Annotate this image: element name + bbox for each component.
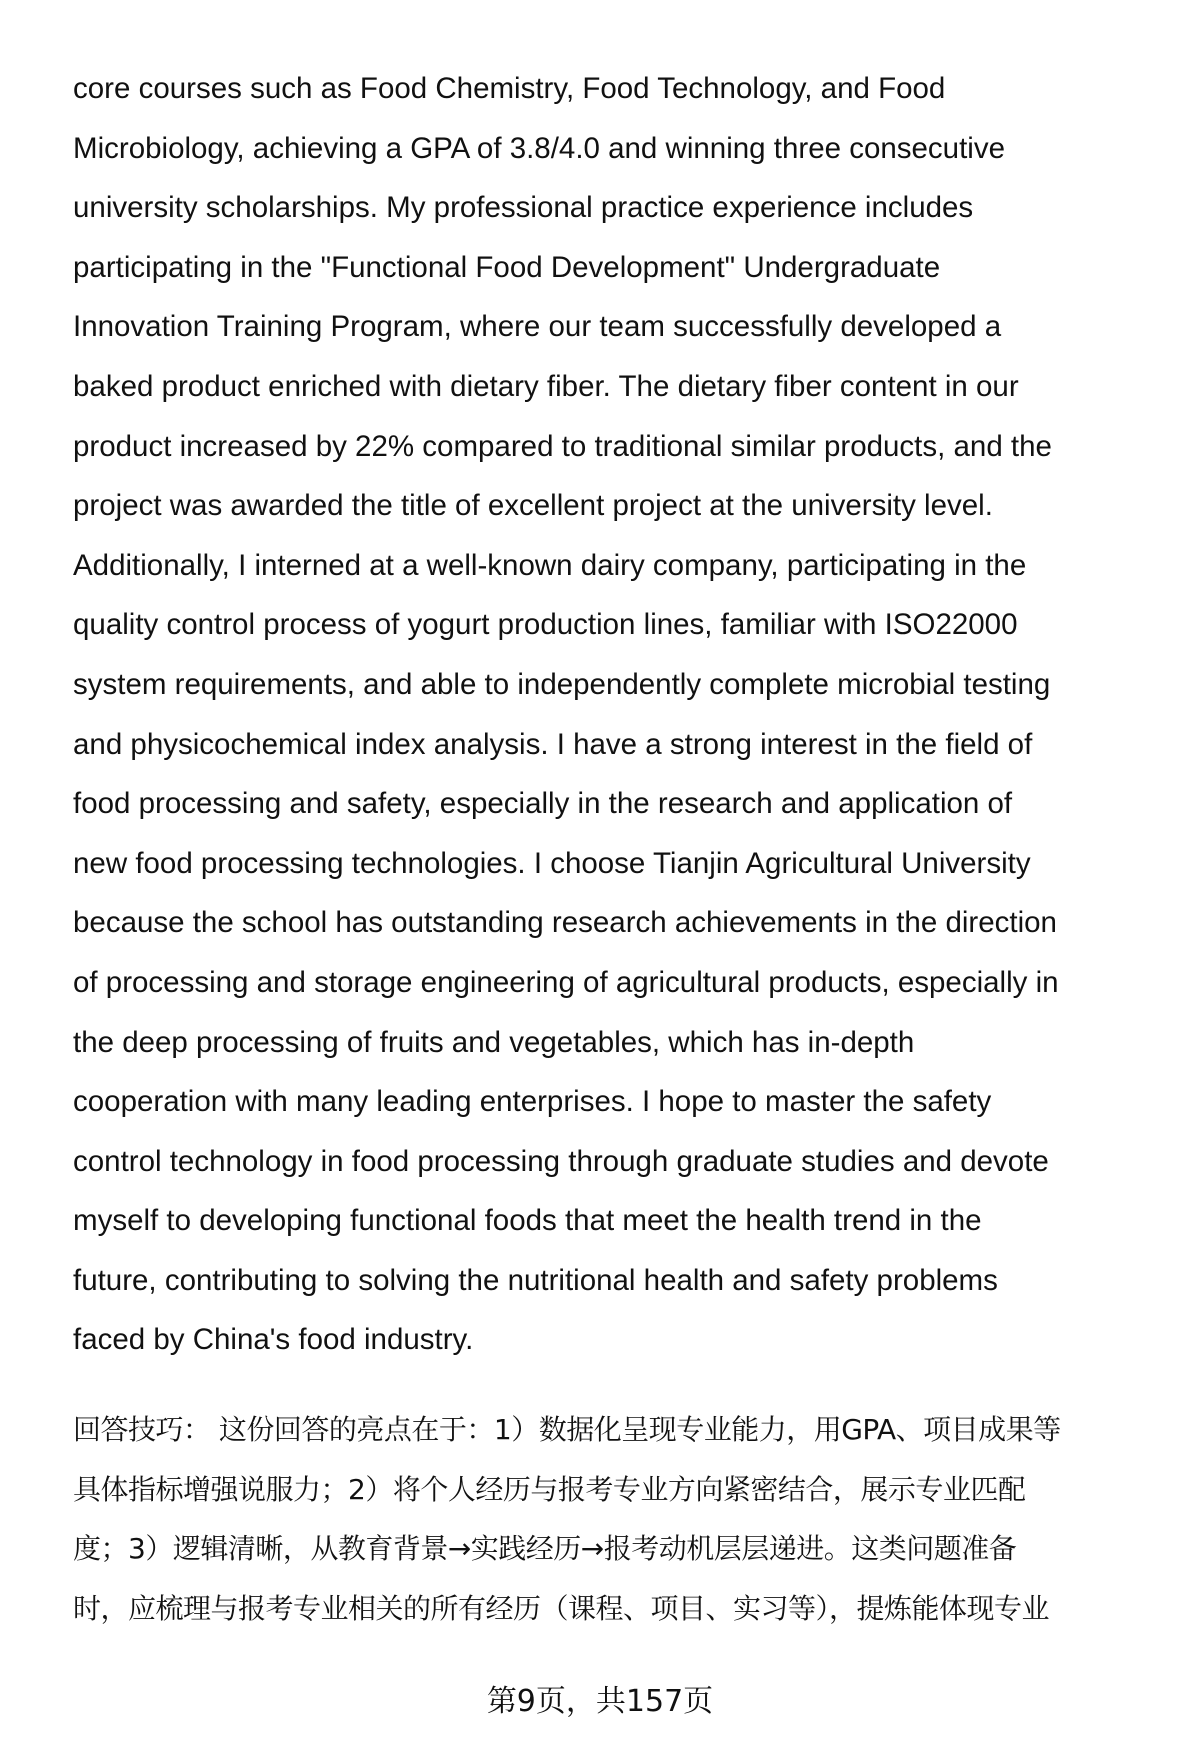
text-line: system requirements, and able to independently complete microbial testing	[73, 667, 1051, 701]
page-number: 第9页，共157页	[486, 1684, 714, 1719]
text-line: new food processing technologies. I choose Tianjin Agricultural University	[73, 846, 1031, 880]
text-line: faced by China's food industry.	[73, 1323, 474, 1357]
text-line: 具体指标增强说服力；2）将个人经历与报考专业方向紧密结合，展示专业匹配	[73, 1472, 1026, 1506]
text-line: control technology in food processing through graduate studies and devote	[73, 1144, 1049, 1178]
text-line: of processing and storage engineering of agricultural products, especially in	[73, 965, 1059, 999]
text-line: Microbiology, achieving a GPA of 3.8/4.0 and winning three consecutive	[73, 131, 1005, 165]
text-line: food processing and safety, especially in the research and application of	[73, 787, 1013, 821]
text-line: because the school has outstanding research achievements in the direction	[73, 906, 1057, 940]
text-line: Innovation Training Program, where our team successfully developed a	[73, 310, 1002, 344]
answer-tips-paragraph	[73, 1400, 1061, 1638]
text-line: 回答技巧： 这份回答的亮点在于：1）数据化呈现专业能力，用GPA、项目成果等	[73, 1413, 1061, 1446]
text-line: future, contributing to solving the nutritional health and safety problems	[73, 1263, 998, 1297]
text-line: cooperation with many leading enterprises. I hope to master the safety	[73, 1085, 992, 1119]
text-line: core courses such as Food Chemistry, Food Technology, and Food	[73, 72, 946, 105]
text-line: project was awarded the title of excellent project at the university level.	[73, 489, 993, 523]
text-line: and physicochemical index analysis. I have a strong interest in the field of	[73, 727, 1033, 761]
text-line: myself to developing functional foods that meet the health trend in the	[73, 1204, 982, 1238]
text-line: participating in the "Functional Food Development" Undergraduate	[73, 250, 941, 284]
text-line: product increased by 22% compared to traditional similar products, and the	[73, 429, 1052, 463]
answer-paragraph	[73, 59, 1059, 1370]
text-line: Additionally, I interned at a well-known dairy company, participating in the	[73, 548, 1027, 582]
text-line: baked product enriched with dietary fiber. The dietary fiber content in our	[73, 369, 1019, 403]
text-line: university scholarships. My professional practice experience includes	[73, 191, 974, 225]
text-line: quality control process of yogurt production lines, familiar with ISO22000	[73, 608, 1018, 642]
text-line: 度；3）逻辑清晰，从教育背景→实践经历→报考动机层层递进。这类问题准备	[73, 1532, 1017, 1566]
text-line: 时，应梳理与报考专业相关的所有经历（课程、项目、实习等），提炼能体现专业	[73, 1591, 1050, 1625]
text-line: the deep processing of fruits and vegetables, which has in-depth	[73, 1025, 915, 1059]
